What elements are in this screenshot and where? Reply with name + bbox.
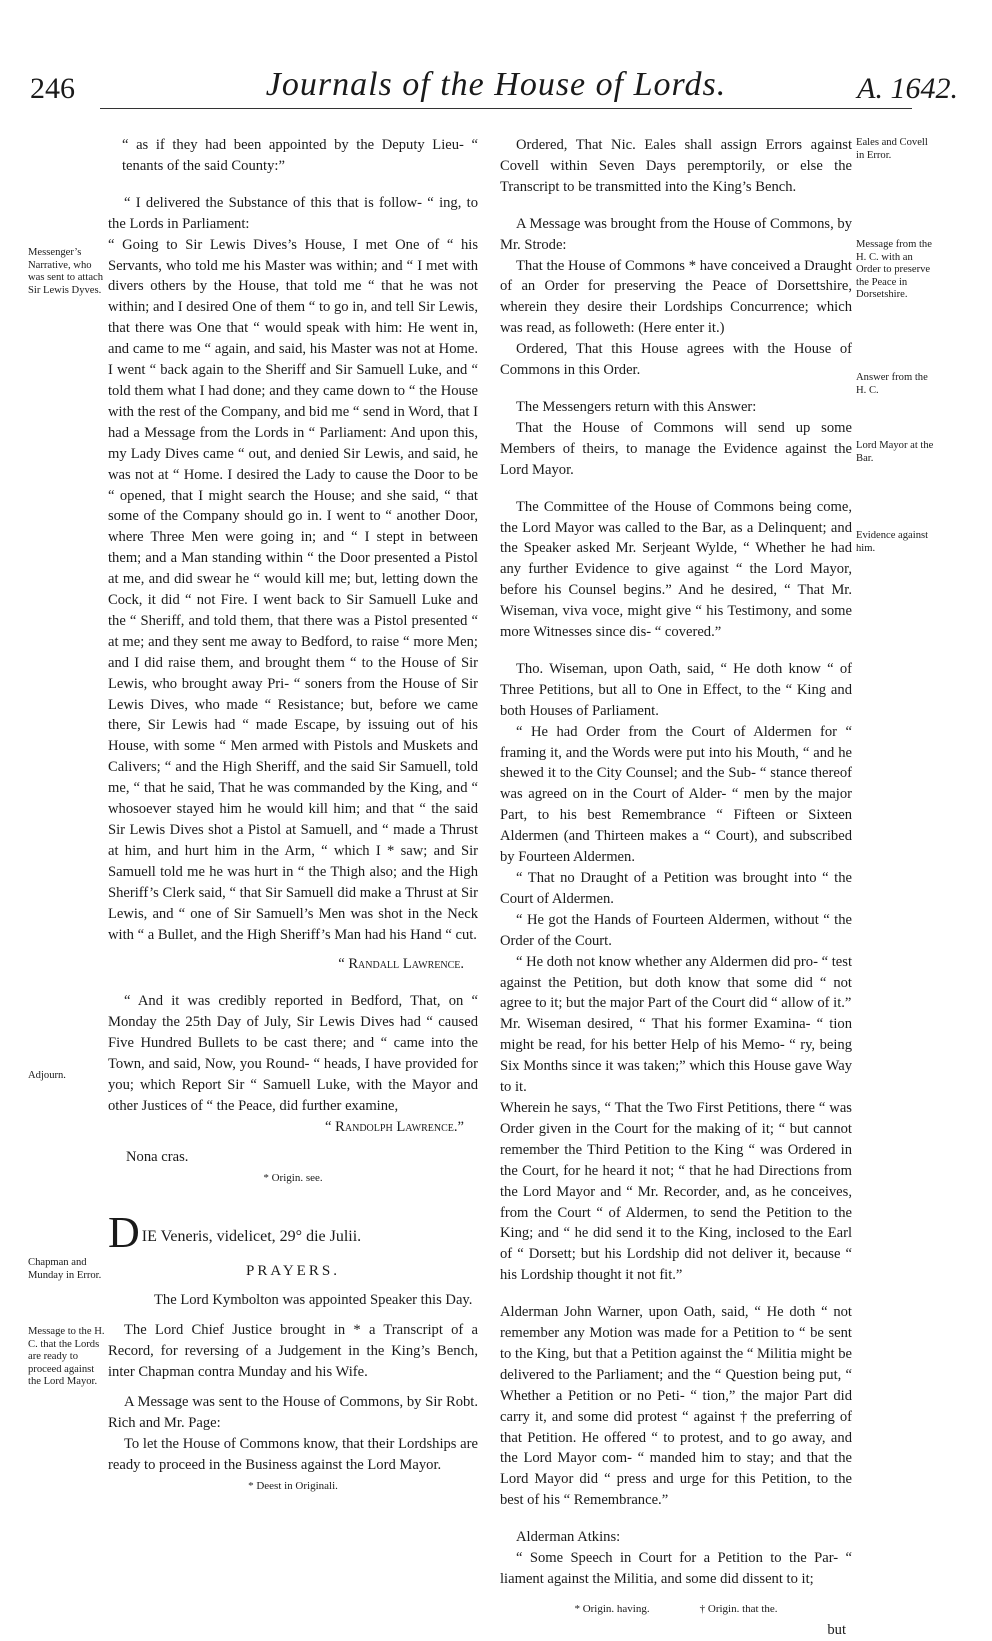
margin-note-message-hc: Message to the H. C. that the Lords are ready to proceed against the Lord Mayor.	[28, 1326, 105, 1387]
margin-note-evidence: Evidence against him.	[856, 530, 929, 554]
margin-note-lord-mayor: Lord Mayor at the Bar.	[856, 440, 934, 464]
paragraph: The Messengers return with this Answer:	[516, 398, 757, 415]
paragraph: Alderman John Warner, upon Oath, said, “ He doth “ not remember any Motion was made for a Petition to “ be sent to the King, but that a Petition against the “ Militia might be delivered to the Parliament; and the “ Question being put, “ Whether a Petition or no Peti- “ tion,” the major Part did carry it, and some did protest “ against † the preferring of that Petition. He offered “ to protest, and to go away, and the Lord Mayor com- “ manded him to stay; and that the Lord Mayor did “ press and urge for this Petition, to the best of his “ Remembrance.”	[500, 1304, 852, 1509]
page-header	[0, 62, 992, 112]
paragraph: “ That no Draught of a Petition was brought into “ the Court of Aldermen.	[500, 870, 852, 907]
margin-note-chapman: Chapman and Munday in Error.	[28, 1257, 102, 1281]
signature: “ Randolph Lawrence.”	[325, 1118, 464, 1135]
paragraph: “ And it was credibly reported in Bedford, That, on “ Monday the 25th Day of July, Sir Lewis Dives had “ caused Five Hundred Bullets to be cast there; and “ came into the Town, and said, Now, you Round- “ heads, I have provided for you; which Report Sir “ Samuell Luke, with the Mayor and other Justices of “ the Peace, did further examine,	[108, 993, 478, 1114]
footnote: * Origin. having.	[574, 1602, 650, 1615]
margin-note-messenger: Messenger’s Narrative, who was sent to attach Sir Lewis Dyves.	[28, 247, 104, 296]
margin-note-answer: Answer from the H. C.	[856, 372, 928, 396]
footnotes	[500, 1599, 852, 1620]
catchword: but	[827, 1621, 846, 1638]
paragraph: The Lord Kymbolton was appointed Speaker this Day.	[154, 1292, 473, 1309]
paragraph: The Lord Chief Justice brought in * a Transcript of a Record, for reversing of a Judgement in the King’s Bench, inter Chapman contra Munday and his Wife.	[108, 1322, 478, 1381]
left-column	[108, 135, 478, 1497]
footnote: * Origin. see.	[263, 1171, 323, 1184]
running-title: Journals of the House of Lords.	[265, 66, 727, 103]
paragraph: That the House of Commons will send up some Members of theirs, to manage the Evidence against the Lord Mayor.	[500, 419, 852, 478]
paragraph: Tho. Wiseman, upon Oath, said, “ He doth know “ of Three Petitions, but all to One in Effect, to the “ King and both Houses of Parliament.	[500, 660, 852, 719]
margin-note-eales: Eales and Covell in Error.	[856, 137, 928, 161]
right-column	[500, 135, 852, 1641]
paragraph: “ Some Speech in Court for a Petition to the Par- “ liament against the Militia, and some did dissent to it;	[500, 1550, 852, 1587]
paragraph: “ He had Order from the Court of Aldermen for “ framing it, and the Words were put into his Mouth, “ and he shewed it to the City Counsel; and the Sub- “ stance thereof was agreed on in the Court of Alder- “ men by the major Part, to his best Remembrance “ Fifteen or Sixteen Aldermen (and Thirteen makes a “ Court), and subscribed by Fourteen Aldermen.	[500, 723, 852, 866]
date-text: IE Veneris, videlicet, 29° die Julii.	[141, 1227, 362, 1245]
paragraph: “ Going to Sir Lewis Dives’s House, I met One of “ his Servants, who told me his Master was within; and “ I met with divers others by the House, that told me “ that he was not within; and I desired One of them “ to go in, and tell Sir Lewis, that there was One that “ would speak with him: He went in, and came to me “ again, and said, his Master was not at Home. I went “ back again to the Sheriff and Sir Samuell Luke, and “ told them what I had done; and they came down to “ the House with the rest of the Company, and bid me “ send in Word, that I had a Message from the Lords in “ Parliament: And upon this, my Lady Dives came “ out, and denied Sir Lewis, and said, he was not at “ Home. I desired the Lady to cause the Door to be “ opened, that I might search the House; and she said, “ that some of the Company should go in. I went to “ another Door, where Three Men were going in; and “ I stept in between them; and a Man standing within “ the Door presented a Pistol at me, and did swear he “ would kill me; but, letting down the Cock, it did “ not Fire. I went back to Sir Samuell Luke and the “ Sheriff, and told them, that there was a Pistol presented “ at me; and they sent me away to Bedford, to raise “ more Men; and I did raise them, and brought them “ to the House of Sir Lewis, who brought away Pri- “ soners from the House of Sir Lewis Dives, who made “ Resistance; but, before we came there, Sir Lewis had “ made Escape, by issuing out of his House, with some “ Men armed with Pistols and Muskets and Calivers; “ and the High Sheriff, and the said Sir Samuell, told me, “ that he said, That he was commanded by the King, and “ whosoever stayed him he would kill him; and that “ the said Sir Lewis Dives shot a Pistol at Samuell, and “ made a Thrust at him, and hurt him in the Arm, “ which I * saw; and Sir Samuell told me he was hurt in “ the Thigh also; and the High Sheriff’s Clerk said, “ that Sir Samuell did make a Thrust at Sir Lewis, and “ one of Sir Samuell’s Men was shot in the Neck with “ a Bullet, and the High Sheriff’s Man had his Hand “ cut.	[108, 236, 478, 943]
drop-cap: D	[108, 1207, 140, 1257]
paragraph: A Message was sent to the House of Commons, by Sir Robt. Rich and Mr. Page:	[108, 1394, 478, 1431]
paragraph: Wherein he says, “ That the Two First Petitions, there “ was Order given in the Court for the making of it; “ but cannot remember the Third Petition to the King “ was Ordered in the Court, for he heard it not; “ that he had Directions from the Lord Mayor and “ Mr. Recorder, and, as he conceives, from the Court “ of Aldermen, to send the Petition to the King; and “ he did send it to the King, inclosed to the Earl of “ Dorsett; but his Lordship did not deliver it, because “ his Lordship thought it not fit.”	[500, 1099, 852, 1284]
paragraph: “ He doth not know whether any Aldermen did pro- “ test against the Petition, but doth know that some did “ not agree to it; but the major Part of the Court did “ allow of it.”	[500, 953, 852, 1012]
header-rule	[100, 108, 912, 109]
margin-note-message-order: Message from the H. C. with an Order to preserve the Peace in Dorsetshire.	[856, 239, 932, 300]
paragraph: Ordered, That this House agrees with the House of Commons in this Order.	[500, 341, 852, 379]
signature: “ Randall Lawrence.	[338, 956, 464, 973]
page-number: 246	[30, 72, 75, 105]
paragraph: “ He got the Hands of Fourteen Aldermen, without “ the Order of the Court.	[500, 911, 852, 949]
footnote: † Origin. that the.	[699, 1602, 778, 1615]
adjournment: Nona cras.	[126, 1148, 189, 1165]
paragraph: Mr. Wiseman desired, “ That his former Examina- “ tion might be read, for his better Help of his Memo- “ ry, being Six Months since it was taken;” which this House gave Way to it.	[500, 1016, 852, 1096]
paragraph: The Committee of the House of Commons being come, the Lord Mayor was called to the Bar, as a Delinquent; and the Speaker asked Mr. Serjeant Wylde, “ Whether he had any further Evidence to give against “ the Lord Mayor, before his Counsel begins.” And he desired, “ That Mr. Wiseman, viva voce, might give “ his Testimony, and some more Witnesses since dis- “ covered.”	[500, 498, 852, 641]
paragraph: To let the House of Commons know, that their Lordships are ready to proceed in the Business against the Lord Mayor.	[108, 1435, 478, 1473]
prayers-heading: PRAYERS.	[246, 1262, 340, 1279]
paragraph: Alderman Atkins:	[516, 1529, 621, 1546]
paragraph: A Message was brought from the House of Commons, by Mr. Strode:	[500, 215, 852, 253]
paragraph: Ordered, That Nic. Eales shall assign Errors against Covell within Seven Days peremptorily, or else the Transcript to be transmitted into the King’s Bench.	[500, 137, 852, 195]
footnote: * Deest in Originali.	[248, 1479, 338, 1492]
paragraph: That the House of Commons * have conceived a Draught of an Order for preserving the Peace of Dorsettshire, wherein they desire their Lordships Concurrence; which was read, as followeth: (Here enter it.)	[500, 257, 852, 337]
date-line	[108, 1207, 478, 1257]
page-year: A. 1642.	[857, 72, 958, 105]
margin-note-adjourn: Adjourn.	[28, 1070, 66, 1081]
paragraph: “ I delivered the Substance of this that is follow- “ ing, to the Lords in Parliament:	[108, 194, 478, 232]
paragraph: “ as if they had been appointed by the Deputy Lieu- “ tenants of the said County:”	[122, 137, 478, 174]
